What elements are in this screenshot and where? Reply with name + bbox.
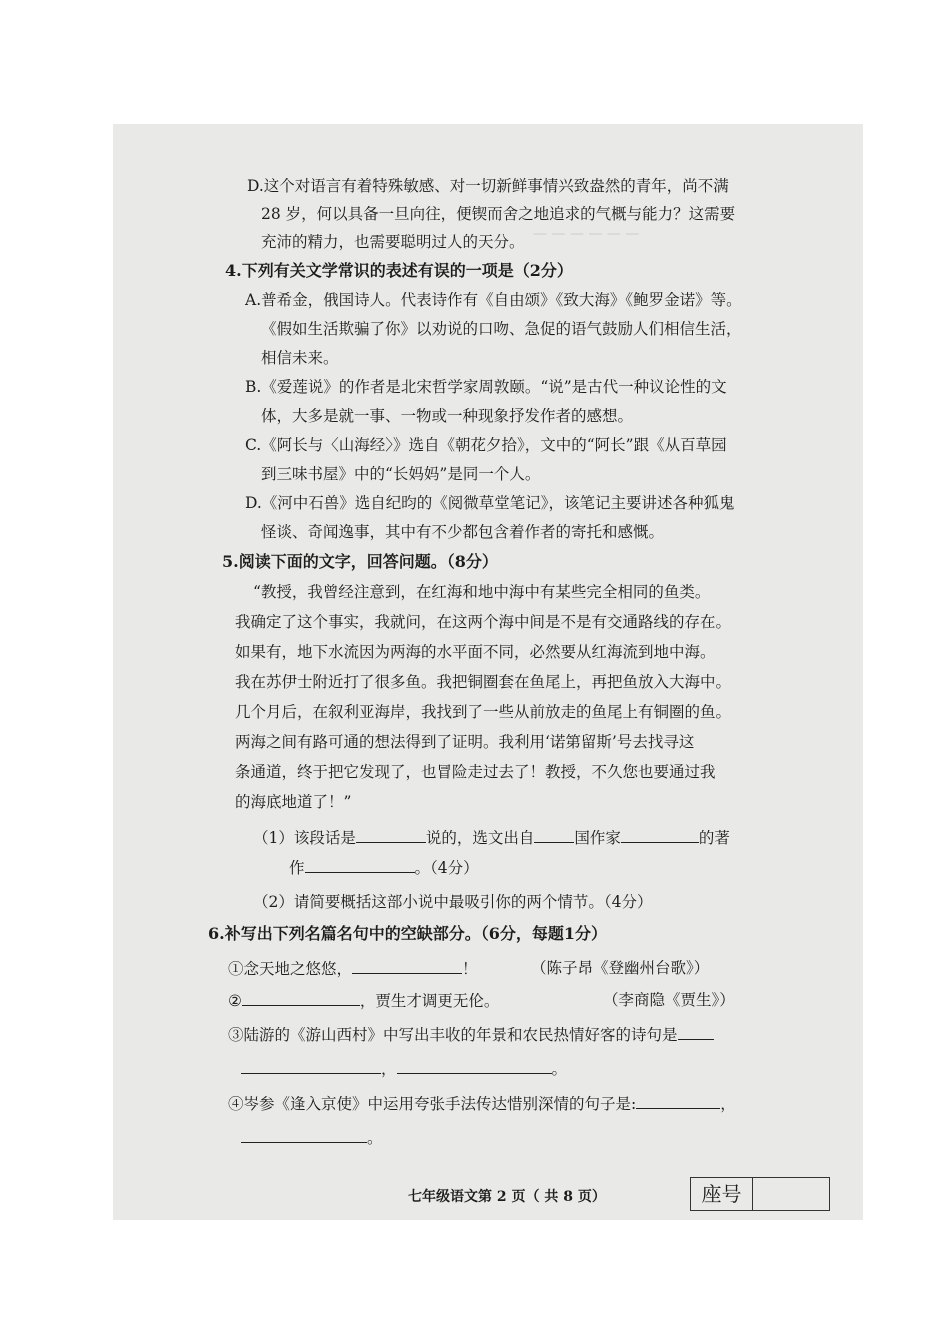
q3-option-d-line3: 充沛的精力，也需要聪明过人的天分。 <box>261 233 525 251</box>
q6-i1-end: ！ <box>462 960 478 978</box>
q5-s1-text-a: （1）该段话是 <box>253 829 356 847</box>
q6-i3-blank-2[interactable] <box>397 1058 552 1074</box>
q5-subquestion-1 <box>253 827 730 848</box>
q6-i2-blank[interactable] <box>242 990 360 1006</box>
q6-item-1 <box>228 958 478 979</box>
q6-i3-blank-start[interactable] <box>678 1024 714 1040</box>
question-6-title: 6.补写出下列名篇名句中的空缺部分。（6分，每题1分） <box>208 924 607 943</box>
q5-s1-text-e: 作 <box>289 859 305 877</box>
q5-s1-text-d: 的著 <box>698 829 730 847</box>
q6-i1-blank[interactable] <box>352 958 462 974</box>
q4-option-d-line1: D.《河中石兽》选自纪昀的《阅微草堂笔记》，该笔记主要讲述各种狐鬼 <box>245 494 735 512</box>
question-4-title: 4.下列有关文学常识的表述有误的一项是（2分） <box>225 261 573 280</box>
q5-author-blank[interactable] <box>621 827 699 843</box>
q6-i3-comma: ， <box>381 1060 397 1078</box>
q6-item-3-cont <box>241 1058 567 1079</box>
q6-item-2 <box>228 990 499 1011</box>
q5-passage-line1: “教授，我曾经注意到，在红海和地中海中有某些完全相同的鱼类。 <box>253 583 711 601</box>
q3-option-d-line1: D.这个对语言有着特殊敏感、对一切新鲜事情兴致盎然的青年，尚不满 <box>247 177 729 195</box>
q6-item-4 <box>228 1093 736 1114</box>
q5-s1-text-c: 国作家 <box>574 829 621 847</box>
q4-option-b-line2: 体，大多是就一事、一物或一种现象抒发作者的感想。 <box>261 407 634 425</box>
q5-passage-line2: 我确定了这个事实，我就问，在这两个海中间是不是有交通路线的存在。 <box>235 613 732 631</box>
q5-passage-line3: 如果有，地下水流因为两海的水平面不同，必然要从红海流到地中海。 <box>235 643 716 661</box>
seat-number-label: 座号 <box>691 1178 753 1210</box>
q6-i4-comma: ， <box>720 1095 736 1113</box>
q5-speaker-blank[interactable] <box>356 827 426 843</box>
exam-page <box>113 124 863 1220</box>
q6-i4-blank-1[interactable] <box>636 1093 720 1109</box>
q5-passage-line8: 的海底地道了！” <box>235 793 352 811</box>
q6-i4-blank-2[interactable] <box>241 1127 367 1143</box>
q5-passage-line4: 我在苏伊士附近打了很多鱼。我把铜圈套在鱼尾上，再把鱼放入大海中。 <box>235 673 732 691</box>
q6-item-1-source: （陈子昂《登幽州台歌》） <box>531 959 710 977</box>
question-5-title: 5.阅读下面的文字，回答问题。（8分） <box>222 552 498 571</box>
q5-s1-text-b: 说的，选文出自 <box>425 829 535 847</box>
seat-number-box <box>690 1177 830 1211</box>
q3-option-d-line2: 28 岁，何以具备一旦向往，便锲而舍之地追求的气概与能力？这需要 <box>261 205 736 223</box>
q5-work-blank[interactable] <box>305 857 415 873</box>
page-footer: 七年级语文第 2 页（ 共 8 页） <box>408 1189 606 1205</box>
q4-option-a-line2: 《假如生活欺骗了你》以劝说的口吻、急促的语气鼓励人们相信生活， <box>261 320 742 338</box>
q5-passage-line7: 条通道，终于把它发现了，也冒险走过去了！教授，不久您也要通过我 <box>235 763 716 781</box>
q6-item-4-cont <box>241 1127 383 1148</box>
q6-i4-text: ④岑参《逢入京使》中运用夸张手法传达惜别深情的句子是: <box>228 1095 637 1113</box>
q4-option-d-line2: 怪谈、奇闻逸事，其中有不少都包含着作者的寄托和感慨。 <box>261 523 665 541</box>
q4-option-c-line1: C.《阿长与〈山海经〉》选自《朝花夕拾》，文中的“阿长”跟《从百草园 <box>245 436 727 454</box>
q5-s1-text-f: 。（4分） <box>414 859 479 877</box>
q6-i3-period: 。 <box>551 1060 568 1078</box>
q4-option-c-line2: 到三味书屋》中的“长妈妈”是同一个人。 <box>261 465 541 483</box>
q6-i3-blank-1[interactable] <box>241 1058 381 1074</box>
q5-subquestion-2: （2）请简要概括这部小说中最吸引你的两个情节。（4分） <box>253 893 653 911</box>
q6-i2-text: ，贾生才调更无伦。 <box>359 992 500 1010</box>
q4-option-a-line3: 相信未来。 <box>261 349 339 367</box>
bleed-through: — — — — — — <box>533 226 640 242</box>
q5-subquestion-1-cont <box>289 857 479 878</box>
q6-item-2-source: （李商隐《贾生》） <box>603 991 735 1009</box>
q6-i3-text: ③陆游的《游山西村》中写出丰收的年景和农民热情好客的诗句是 <box>228 1026 678 1044</box>
q6-i4-period: 。 <box>367 1129 383 1147</box>
q4-option-b-line1: B.《爱莲说》的作者是北宋哲学家周敦颐。“说”是古代一种议论性的文 <box>245 378 727 396</box>
q5-passage-line5: 几个月后，在叙利亚海岸，我找到了一些从前放走的鱼尾上有铜圈的鱼。 <box>235 703 732 721</box>
q5-country-blank[interactable] <box>534 827 574 843</box>
q6-item-3 <box>228 1024 714 1045</box>
q5-passage-line6: 两海之间有路可通的想法得到了证明。我利用‘诺第留斯’号去找寻这 <box>235 733 695 751</box>
q6-i2-num: ② <box>228 992 242 1010</box>
q6-i1-text: ①念天地之悠悠， <box>228 960 353 978</box>
q4-option-a-line1: A.普希金，俄国诗人。代表诗作有《自由颂》《致大海》《鲍罗金诺》等。 <box>245 291 742 309</box>
